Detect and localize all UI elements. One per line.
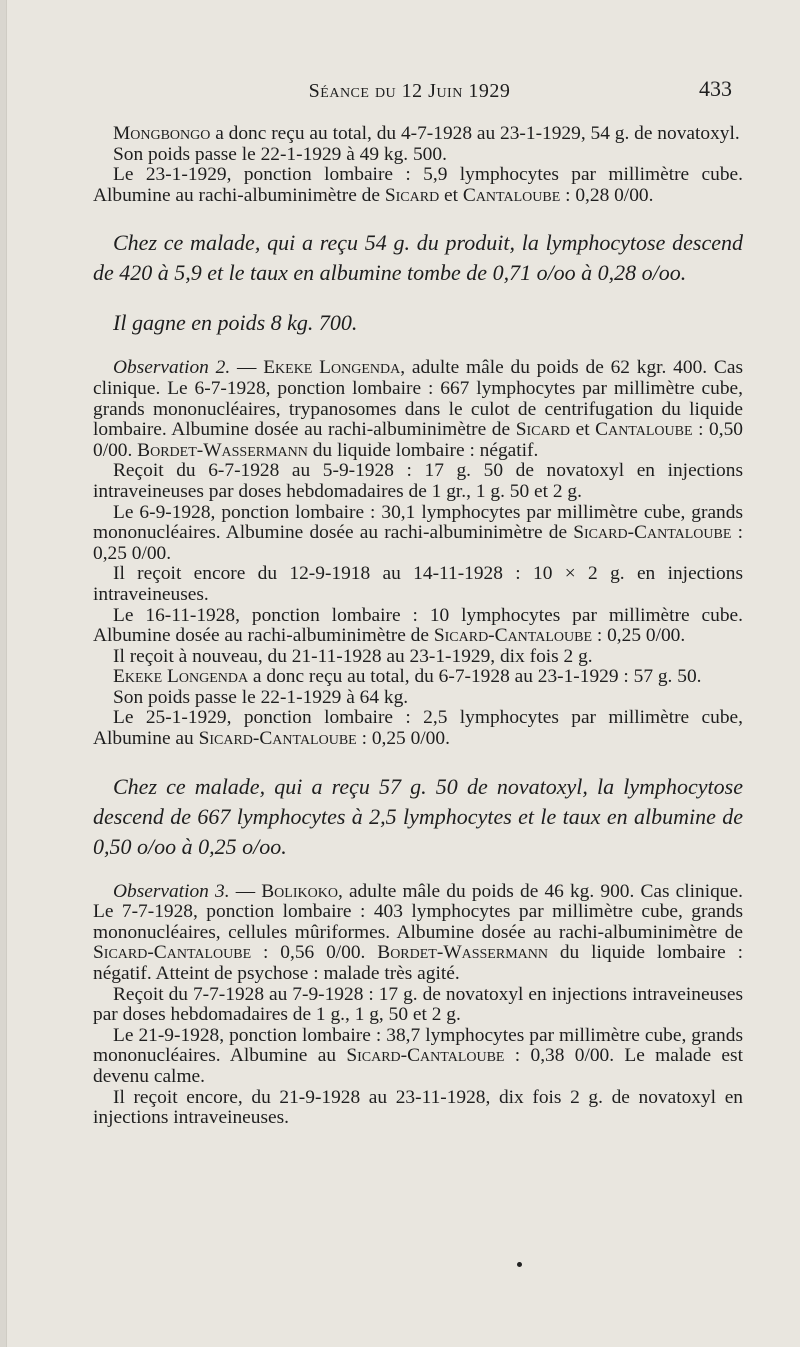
text-run: , adulte mâle du poids de 62 kgr. 400. Cas clinique. Le 6-7-1928, ponction lombaire : 667 lymphocytes par millimètre cube, grands mononucléaires, trypanosomes dans le culot de centrifugation du liquide lombaire. Albumine dosée au rachi-albuminimètre de — [93, 357, 743, 441]
author-name: Bordet-Wassermann — [137, 439, 308, 461]
author-name: Sicard-Cantaloube — [433, 625, 593, 647]
author-name: Sicard — [384, 184, 440, 206]
page-number: 433 — [699, 76, 732, 101]
paragraph: Il reçoit encore du 12-9-1918 au 14-11-1928 : 10 × 2 g. en injections intraveineuses. — [93, 563, 743, 605]
author-name: Sicard-Cantaloube — [198, 728, 357, 750]
book-page — [6, 0, 800, 1347]
paragraph — [93, 667, 743, 688]
author-name: Sicard-Cantaloube — [93, 942, 252, 964]
author-name: Bordet-Wassermann — [377, 942, 548, 964]
paragraph: Son poids passe le 22-1-1929 à 64 kg. — [113, 686, 409, 708]
author-name: Cantaloube — [462, 184, 561, 206]
text-run: — — [230, 357, 264, 379]
text-run: : 0,28 0/00. — [560, 184, 654, 206]
text-run: : 0,56 0/00. — [251, 942, 378, 964]
ink-dot — [517, 1262, 522, 1267]
text-run: Le 23-1-1929, ponction lombaire : 5,9 lymphocytes par millimètre cube. Albumine au rachi-albuminimètre de — [93, 164, 743, 206]
paragraph: Il reçoit à nouveau, du 21-11-1928 au 23-1-1929, dix fois 2 g. — [113, 645, 593, 667]
text-run: : 0,25 0/00. — [356, 728, 450, 750]
text-run: : 0,25 0/00. — [592, 625, 686, 647]
text-run: et — [570, 419, 596, 441]
text-run: du liquide lombaire : négatif. — [307, 439, 539, 461]
paragraph — [93, 165, 743, 206]
text-run: a donc reçu au total, du 4-7-1928 au 23-1-1929, 54 g. de novatoxyl. — [210, 123, 740, 144]
text-run: Le 6-9-1928, ponction lombaire : 30,1 lymphocytes par millimètre cube, grands mononucléaires. Albumine dosée au rachi-albuminimètre de — [93, 501, 743, 544]
paragraph — [93, 1026, 743, 1088]
patient-name: Bolikoko — [261, 880, 338, 902]
body-text — [93, 124, 743, 1129]
page-header — [87, 76, 732, 106]
text-run: du liquide lombaire : négatif. Atteint de psychose : malade très agité. — [93, 942, 743, 985]
author-name: Sicard-Cantaloube — [346, 1045, 505, 1067]
paragraph — [93, 708, 743, 749]
text-run: a donc reçu au total, du 6-7-1928 au 23-1-1929 : 57 g. 50. — [248, 666, 702, 688]
author-name: Sicard-Cantaloube — [573, 522, 732, 544]
author-name: Cantaloube — [595, 419, 693, 441]
paragraph — [93, 606, 743, 647]
observation-title: Observation 2. — [113, 357, 231, 379]
text-run: , adulte mâle du poids de 46 kg. 900. Cas clinique. Le 7-7-1928, ponction lombaire : 403 lymphocytes par millimètre cube, grands mononucléaires, cellules mûriformes. Albumine dosée au rachi-albuminimètre de — [93, 880, 743, 943]
paragraph: Reçoit du 7-7-1928 au 7-9-1928 : 17 g. de novatoxyl en injections intraveineuses par doses hebdomadaires de 1 g., 1 g, 50 et 2 g. — [93, 983, 743, 1026]
text-run: — — [229, 880, 262, 902]
paragraph — [93, 358, 743, 461]
paragraph: Son poids passe le 22-1-1929 à 49 kg. 500. — [113, 143, 447, 165]
author-name: Sicard — [515, 419, 571, 441]
summary-paragraph: Il gagne en poids 8 kg. 700. — [113, 310, 358, 336]
text-run: : 0,38 0/00. Le malade est devenu calme. — [93, 1045, 743, 1087]
paragraph — [93, 124, 743, 145]
text-run: Le 25-1-1929, ponction lombaire : 2,5 lymphocytes par millimètre cube, Albumine au — [93, 707, 743, 750]
text-run: : 0,50 0/00. — [93, 419, 743, 461]
text-run: Le 16-11-1928, ponction lombaire : 10 lymphocytes par millimètre cube. Albumine dosée au rachi-albuminimètre de — [93, 604, 743, 647]
observation-title: Observation 3. — [113, 880, 230, 902]
paragraph: Il reçoit encore, du 21-9-1928 au 23-11-1928, dix fois 2 g. de novatoxyl en injections intraveineuses. — [93, 1086, 743, 1129]
patient-name: Ekeke Longenda — [113, 666, 249, 688]
patient-name: Mongbongo — [113, 123, 211, 144]
paragraph — [93, 882, 743, 985]
text-run: : 0,25 0/00. — [93, 522, 743, 564]
summary-paragraph: Chez ce malade, qui a reçu 54 g. du produit, la lymphocytose descend de 420 à 5,9 et le taux en albumine tombe de 0,71 o/oo à 0,28 o/oo. — [93, 230, 743, 286]
paragraph — [93, 503, 743, 565]
text-run: et — [439, 184, 463, 206]
running-head: Séance du 12 Juin 1929 — [308, 80, 511, 102]
summary-paragraph: Chez ce malade, qui a reçu 57 g. 50 de novatoxyl, la lymphocytose descend de 667 lymphocytes à 2,5 lymphocytes et le taux en albumine de 0,50 o/oo à 0,25 o/oo. — [93, 773, 743, 859]
patient-name: Ekeke Longenda — [263, 357, 401, 379]
text-run: Le 21-9-1928, ponction lombaire : 38,7 lymphocytes par millimètre cube, grands mononucléaires. Albumine au — [93, 1024, 743, 1067]
paragraph: Reçoit du 6-7-1928 au 5-9-1928 : 17 g. 50 de novatoxyl en injections intraveineuses par doses hebdomadaires de 1 gr., 1 g. 50 et 2 g. — [93, 460, 743, 502]
